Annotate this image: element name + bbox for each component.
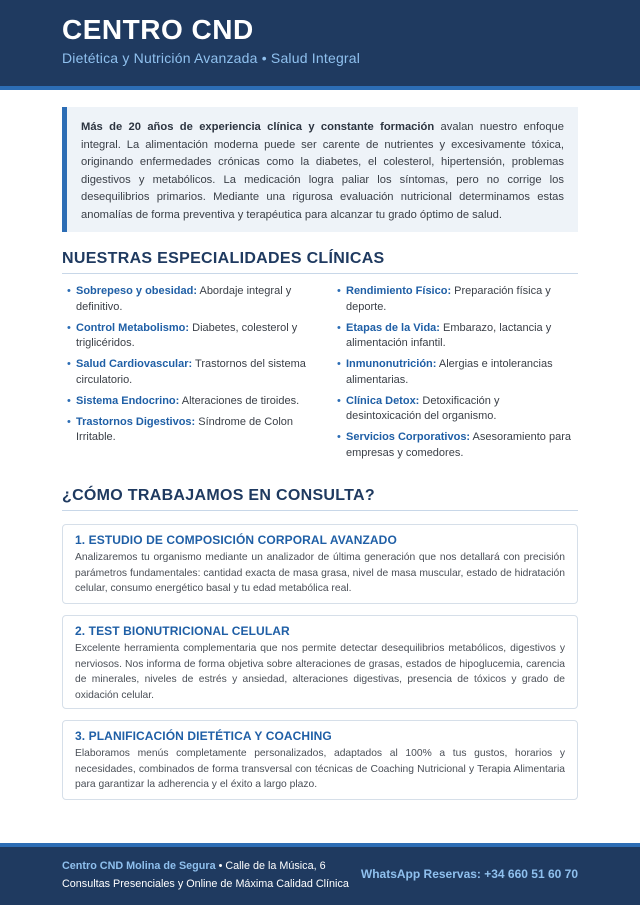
whatsapp-contact: WhatsApp Reservas: +34 660 51 60 70 (360, 867, 578, 881)
footer-street: • Calle de la Música, 6 (215, 860, 326, 872)
list-item-text: Alergias e intolerancias alimentarias. (346, 358, 553, 386)
list-item-label: Servicios Corporativos: (346, 431, 471, 443)
list-item (66, 394, 306, 410)
intro-box (62, 107, 578, 232)
intro-body: avalan nuestro enfoque integral. La alimentación moderna puede ser carente de nutrientes y excesivamente tóxica, originando enfermedades crónicas como la diabetes, el colesterol, hipertensión, problemas digestivos y metabólicos. La medicación logra paliar los síntomas, pero no corrige los desequilibrios primarios. Mediante una rigurosa evaluación nutricional determinamos estas anomalías de forma preventiva y terapéutica para alcanzar tu grado óptimo de salud. (81, 121, 564, 221)
list-item (66, 284, 306, 315)
specialties-column-right (336, 284, 576, 467)
list-item-label: Rendimiento Físico: (346, 285, 452, 297)
step-title: 2. TEST BIONUTRICIONAL CELULAR (75, 624, 290, 638)
header-accent-stripe (0, 86, 640, 90)
list-item-label: Control Metabolismo: (76, 321, 190, 334)
process-step-card (62, 615, 578, 709)
list-item-text: Preparación física y deporte. (346, 285, 551, 313)
list-item-label: Sistema Endocrino: (76, 394, 180, 407)
process-divider (62, 510, 578, 511)
list-item-text: Síndrome de Colon Irritable. (76, 415, 294, 443)
list-item-label: Clínica Detox: (346, 394, 420, 407)
step-title: 3. PLANIFICACIÓN DIETÉTICA Y COACHING (75, 729, 332, 743)
step-body: Elaboramos menús completamente personalizados, adaptados al 100% a tus gustos, horarios y necesidades, combinados de forma transversal con técnicas de Coaching Nutricional y Terapia Alimentaria para garantizar la adherencia y el éxito a largo plazo. (75, 748, 565, 791)
brand-title: CENTRO CND (62, 14, 254, 45)
list-item-label: Trastornos Digestivos: (76, 415, 196, 428)
list-item-label: Salud Cardiovascular: (76, 358, 193, 370)
footer-banner (0, 847, 640, 905)
header-banner (0, 0, 640, 86)
footer-address (62, 860, 326, 872)
specialties-divider (62, 273, 578, 274)
list-item (336, 284, 576, 315)
intro-lead: Más de 20 años de experiencia clínica y constante formación (81, 121, 435, 133)
process-step-card (62, 524, 578, 604)
list-item-label: Inmunonutrición: (346, 358, 437, 370)
list-item-text: Detoxificación y desintoxicación del organismo. (346, 394, 500, 422)
list-item (66, 415, 306, 446)
specialties-column-left (66, 284, 306, 451)
step-body: Excelente herramienta complementaria que nos permite detectar desequilibrios metabólicos, digestivos y nerviosos. Nos informa de forma objetiva sobre alteraciones de grasas, estados de hipoglucemia, carencia de minerales, niveles de estrés y ansiedad, alteraciones digestivas, presencia de tóxicos y grado de oxidación celular. (75, 643, 565, 701)
list-item-label: Sobrepeso y obesidad: (76, 285, 198, 297)
list-item (336, 321, 576, 352)
brand-subtitle: Dietética y Nutrición Avanzada • Salud Integral (62, 50, 361, 66)
step-body: Analizaremos tu organismo mediante un analizador de última generación que nos detallará con precisión parámetros fundamentales: cantidad exacta de masa grasa, nivel de masa muscular, estado de hidratación celular, consumo energético basal y tu edad metabólica real. (75, 552, 565, 595)
specialties-heading: NUESTRAS ESPECIALIDADES CLÍNICAS (62, 250, 385, 267)
process-heading: ¿CÓMO TRABAJAMOS EN CONSULTA? (62, 487, 375, 504)
list-item-text: Trastornos del sistema circulatorio. (76, 358, 306, 386)
list-item (66, 357, 306, 388)
list-item-label: Etapas de la Vida: (346, 321, 440, 334)
list-item-text: Asesoramiento para empresas y comedores. (346, 431, 571, 459)
list-item (336, 394, 576, 425)
list-item (336, 357, 576, 388)
list-item-text: Abordaje integral y definitivo. (76, 285, 292, 313)
list-item-text: Embarazo, lactancia y alimentación infantil. (346, 321, 552, 349)
step-title: 1. ESTUDIO DE COMPOSICIÓN CORPORAL AVANZADO (75, 533, 397, 547)
footer-tagline: Consultas Presenciales y Online de Máxima Calidad Clínica (62, 878, 349, 890)
list-item (336, 430, 576, 461)
process-step-card (62, 720, 578, 800)
footer-center-name: Centro CND Molina de Segura (62, 860, 216, 872)
list-item-text: Diabetes, colesterol y triglicéridos. (76, 321, 298, 349)
list-item (66, 321, 306, 352)
list-item-text: Alteraciones de tiroides. (179, 394, 300, 407)
